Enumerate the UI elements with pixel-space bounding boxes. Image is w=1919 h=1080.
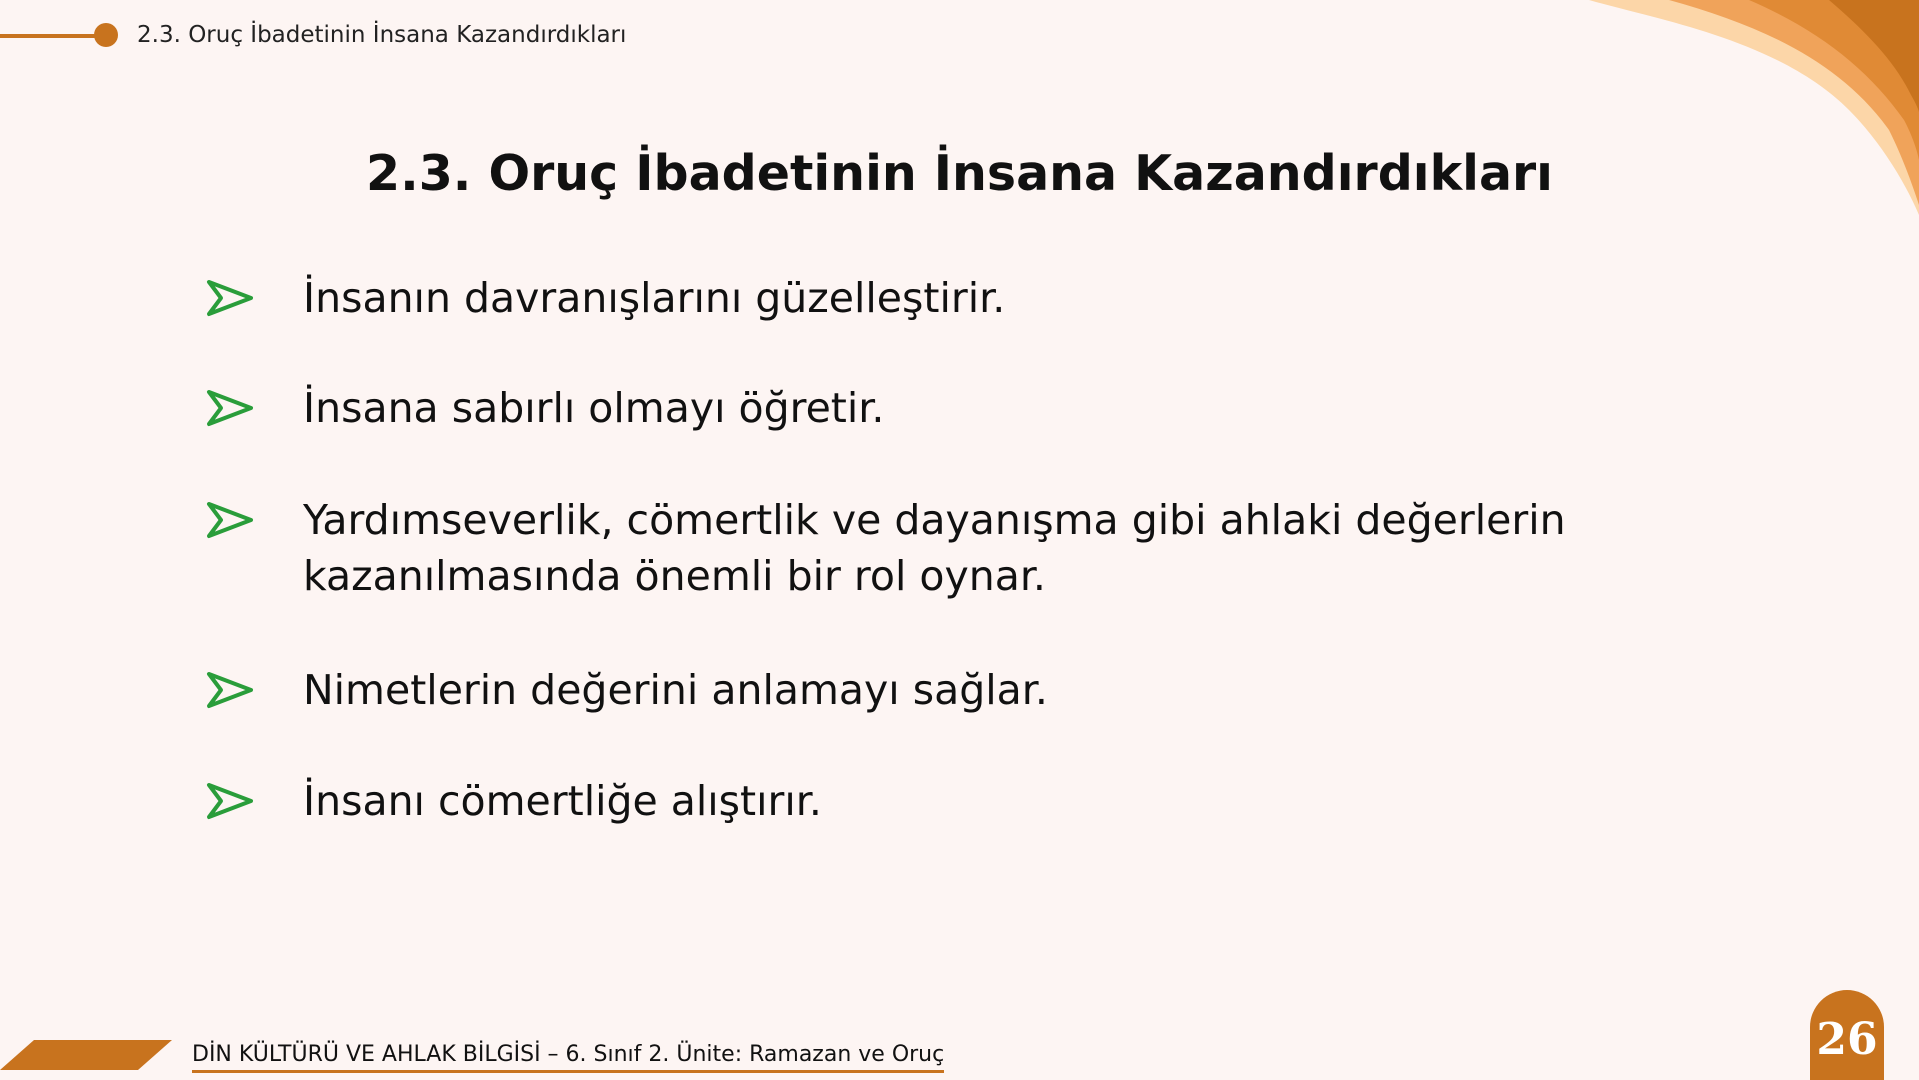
arrow-right-outline-icon (205, 781, 255, 821)
list-item (205, 662, 1603, 718)
list-item (205, 773, 1603, 829)
list-item-text: İnsana sabırlı olmayı öğretir. (303, 384, 885, 432)
page-title: 2.3. Oruç İbadetinin İnsana Kazandırdıkları (366, 145, 1553, 202)
page-number: 26 (1816, 1013, 1878, 1065)
list-item-text: Nimetlerin değerini anlamayı sağlar. (303, 666, 1048, 714)
list-item-text: Yardımseverlik, cömertlik ve dayanışma gibi ahlaki değerlerin kazanılmasında önemli bir rol oynar. (303, 496, 1566, 600)
arrow-right-outline-icon (205, 278, 255, 318)
list-item-text: İnsanın davranışlarını güzelleştirir. (303, 274, 1006, 322)
arrow-right-outline-icon (205, 388, 255, 428)
list-item (205, 492, 1603, 604)
list-item (205, 270, 1603, 326)
footer-accent-stripe (0, 1040, 180, 1070)
header-accent-line (0, 34, 100, 38)
arrow-right-outline-icon (205, 500, 255, 540)
arrow-right-outline-icon (205, 670, 255, 710)
list-item-text: İnsanı cömertliğe alıştırır. (303, 777, 822, 825)
page-number-badge (1810, 990, 1884, 1080)
breadcrumb: 2.3. Oruç İbadetinin İnsana Kazandırdıkları (137, 22, 627, 48)
list-item (205, 380, 1603, 436)
footer-course-label: DİN KÜLTÜRÜ VE AHLAK BİLGİSİ – 6. Sınıf 2. Ünite: Ramazan ve Oruç (192, 1042, 944, 1073)
header-accent-dot (94, 23, 118, 47)
